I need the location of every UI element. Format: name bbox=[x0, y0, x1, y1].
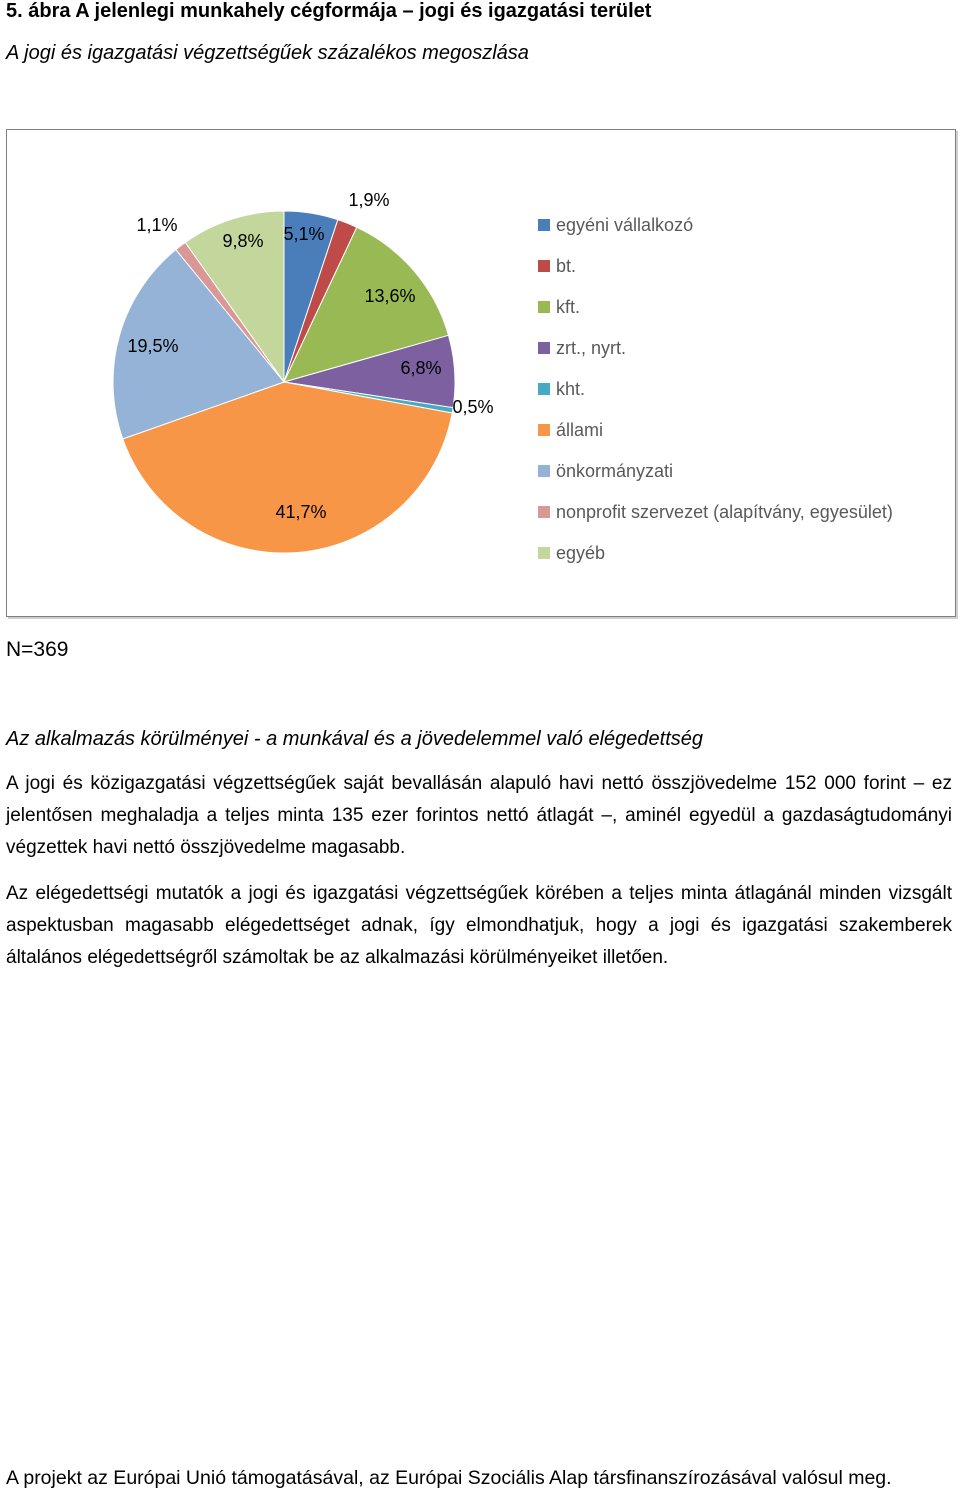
legend-swatch bbox=[538, 547, 550, 559]
legend-label: önkormányzati bbox=[556, 461, 674, 481]
legend-label: bt. bbox=[556, 256, 577, 276]
legend-swatch bbox=[538, 301, 550, 313]
legend-label: állami bbox=[556, 420, 604, 440]
legend-swatch bbox=[538, 383, 550, 395]
legend-swatch bbox=[538, 506, 550, 518]
figure-title: 5. ábra A jelenlegi munkahely cégformája – jogi és igazgatási terület bbox=[6, 0, 652, 22]
legend-swatch bbox=[538, 342, 550, 354]
figure-subtitle: A jogi és igazgatási végzettségűek százalékos megoszlása bbox=[6, 42, 529, 64]
legend-label: egyéb bbox=[556, 543, 606, 563]
slice-value-label: 5,1% bbox=[283, 224, 325, 244]
pie-chart bbox=[6, 129, 956, 617]
legend-swatch bbox=[538, 424, 550, 436]
slice-value-label: 1,1% bbox=[136, 215, 178, 235]
legend-label: kht. bbox=[556, 379, 586, 399]
legend-label: kft. bbox=[556, 297, 581, 317]
pie-chart-svg bbox=[7, 130, 955, 616]
legend-swatch bbox=[538, 219, 550, 231]
legend-label: nonprofit szervezet (alapítvány, egyesület) bbox=[556, 502, 893, 522]
legend-swatch bbox=[538, 465, 550, 477]
slice-value-label: 6,8% bbox=[400, 358, 442, 378]
legend-label: zrt., nyrt. bbox=[556, 338, 627, 358]
slice-value-label: 1,9% bbox=[348, 190, 390, 210]
slice-value-label: 9,8% bbox=[222, 231, 264, 251]
legend-swatch bbox=[538, 260, 550, 272]
legend-label: egyéni vállalkozó bbox=[556, 215, 694, 235]
slice-value-label: 13,6% bbox=[364, 286, 416, 306]
paragraph-income: A jogi és közigazgatási végzettségűek saját bevallásán alapuló havi nettó összjövedelme 152 000 forint – ez jelentősen meghaladja a teljes minta 135 ezer forintos nettó átlagát –, aminél egyedül a gazdaságtudományi végzettek havi nettó összjövedelme magasabb. bbox=[6, 773, 952, 858]
section-heading: Az alkalmazás körülményei - a munkával és a jövedelemmel való elégedettség bbox=[6, 728, 704, 750]
footer-note: A projekt az Európai Unió támogatásával, az Európai Szociális Alap társfinanszírozásával valósul meg. bbox=[6, 1467, 892, 1489]
sample-size-label: N=369 bbox=[6, 638, 69, 661]
slice-value-label: 0,5% bbox=[452, 397, 494, 417]
slice-value-label: 41,7% bbox=[275, 502, 327, 522]
paragraph-satisfaction: Az elégedettségi mutatók a jogi és igazgatási végzettségűek körében a teljes minta átlagánál minden vizsgált aspektusban magasabb elégedettséget adnak, így elmondhatjuk, hogy a jogi és igazgatási szakemberek általános elégedettségről számoltak be az alkalmazási körülményeiket illetően. bbox=[6, 883, 952, 968]
slice-value-label: 19,5% bbox=[127, 336, 179, 356]
